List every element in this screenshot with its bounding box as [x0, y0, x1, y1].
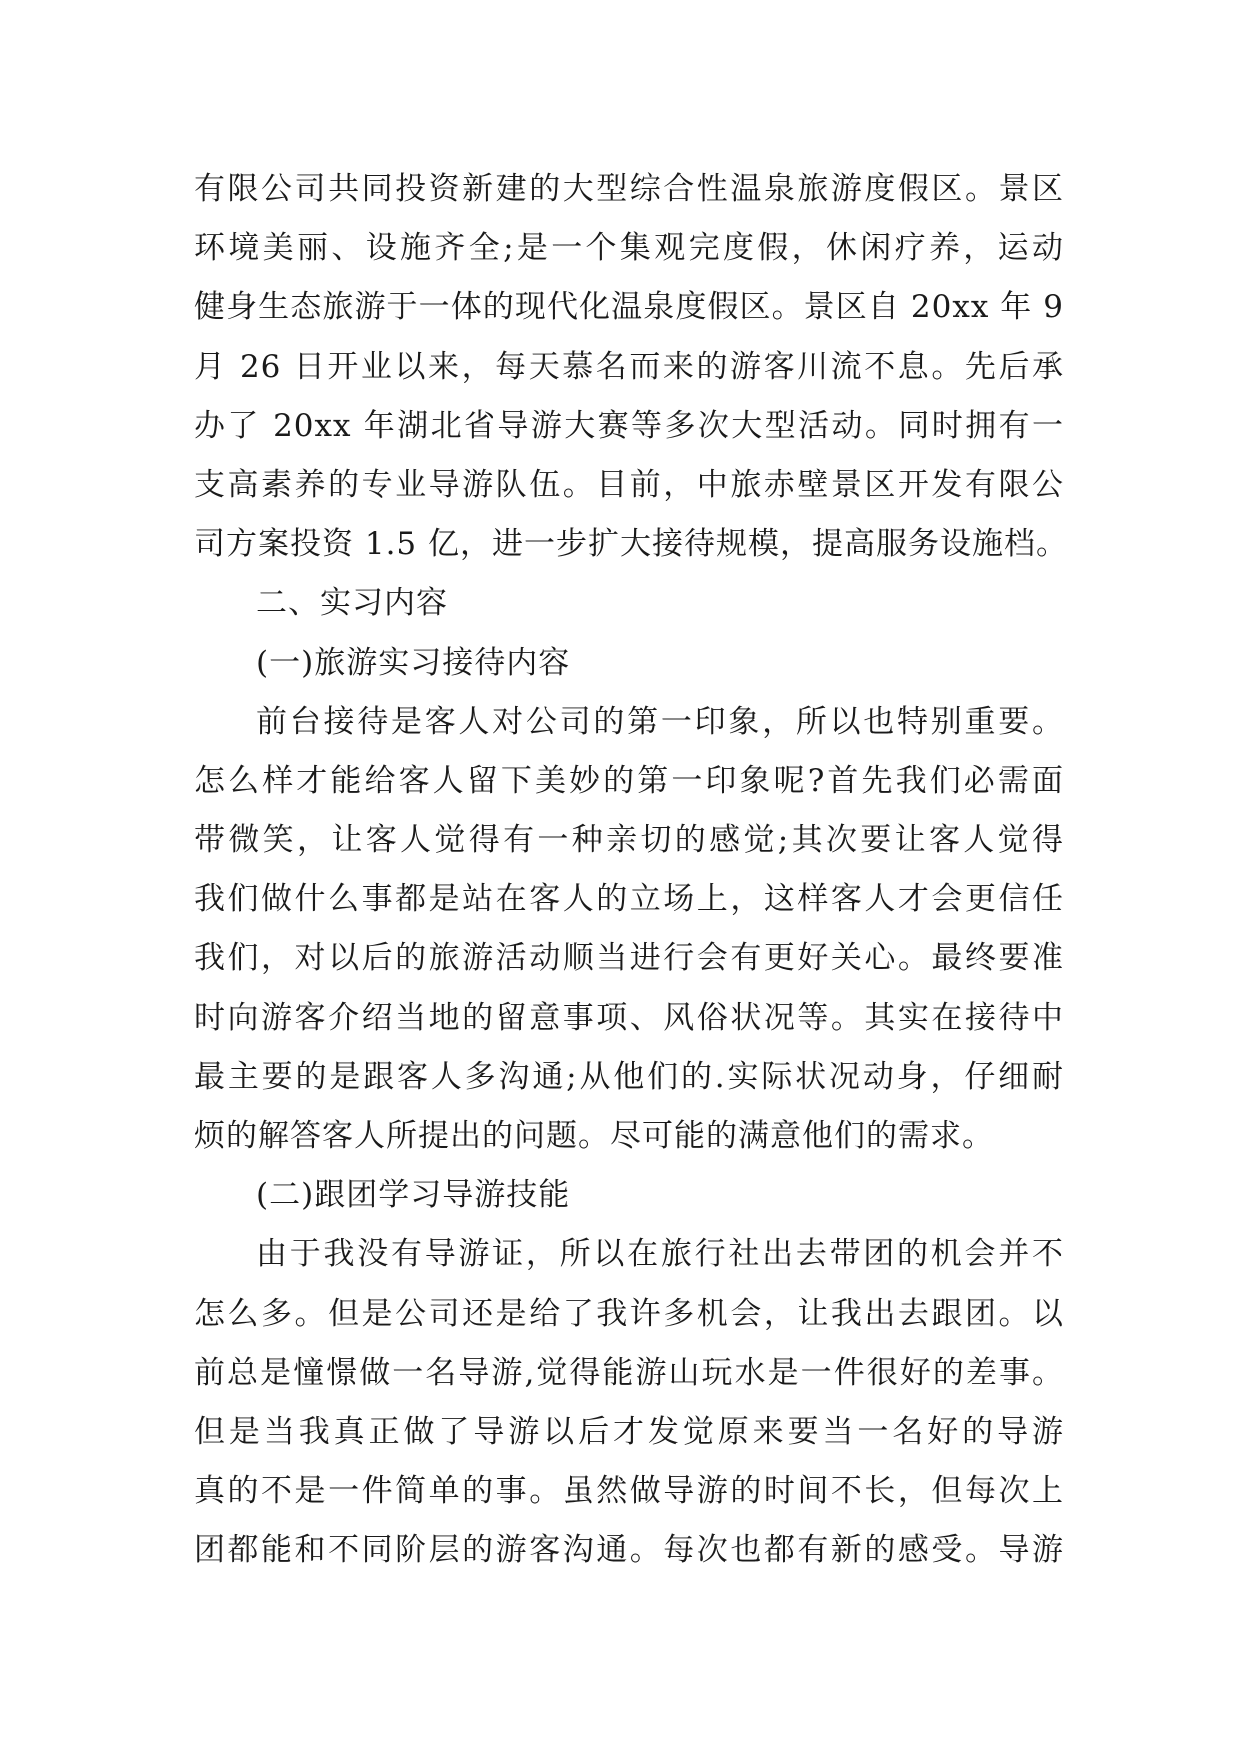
text-line: 真的不是一件简单的事。虽然做导游的时间不长，但每次上 [194, 1473, 1064, 1510]
text-line: 有限公司共同投资新建的大型综合性温泉旅游度假区。景区 [194, 171, 1064, 207]
text-line: 前台接待是客人对公司的第一印象，所以也特别重要。 [256, 703, 1064, 740]
text-line: 月 26 日开业以来，每天慕名而来的游客川流不息。先后承 [194, 348, 1064, 385]
text-line: 烦的解答客人所提出的问题。尽可能的满意他们的需求。 [194, 1118, 994, 1154]
text-line: 办了 20xx 年湖北省导游大赛等多次大型活动。同时拥有一 [194, 407, 1064, 444]
text-line: 怎么样才能给客人留下美妙的第一印象呢?首先我们必需面 [194, 762, 1064, 799]
text-line: 我们，对以后的旅游活动顺当进行会有更好关心。最终要准 [194, 940, 1064, 977]
text-line: 我们做什么事都是站在客人的立场上，这样客人才会更信任 [194, 881, 1064, 918]
text-line: 前总是憧憬做一名导游,觉得能游山玩水是一件很好的差事。 [194, 1354, 1064, 1391]
text-line: (二)跟团学习导游技能 [256, 1177, 571, 1214]
text-line: 带微笑，让客人觉得有一种亲切的感觉;其次要让客人觉得 [194, 822, 1064, 859]
text-line: 健身生态旅游于一体的现代化温泉度假区。景区自 20xx 年 9 [194, 289, 1064, 326]
text-line: 司方案投资 1.5 亿，进一步扩大接待规模，提高服务设施档。 [194, 526, 1069, 563]
text-line: 团都能和不同阶层的游客沟通。每次也都有新的感受。导游 [194, 1532, 1064, 1569]
text-line: 但是当我真正做了导游以后才发觉原来要当一名好的导游 [194, 1413, 1064, 1450]
text-line: 环境美丽、设施齐全;是一个集观完度假，休闲疗养，运动 [194, 230, 1064, 267]
text-line: 支高素养的专业导游队伍。目前，中旅赤壁景区开发有限公 [194, 466, 1064, 503]
document-page [194, 160, 1069, 1581]
text-line: 最主要的是跟客人多沟通;从他们的.实际状况动身，仔细耐 [194, 1058, 1064, 1095]
text-line: (一)旅游实习接待内容 [256, 644, 571, 681]
text-line: 二、实习内容 [256, 585, 448, 622]
text-line: 怎么多。但是公司还是给了我许多机会，让我出去跟团。以 [194, 1295, 1064, 1332]
text-line: 由于我没有导游证，所以在旅行社出去带团的机会并不 [256, 1236, 1064, 1273]
text-line: 时向游客介绍当地的留意事项、风俗状况等。其实在接待中 [194, 999, 1064, 1036]
